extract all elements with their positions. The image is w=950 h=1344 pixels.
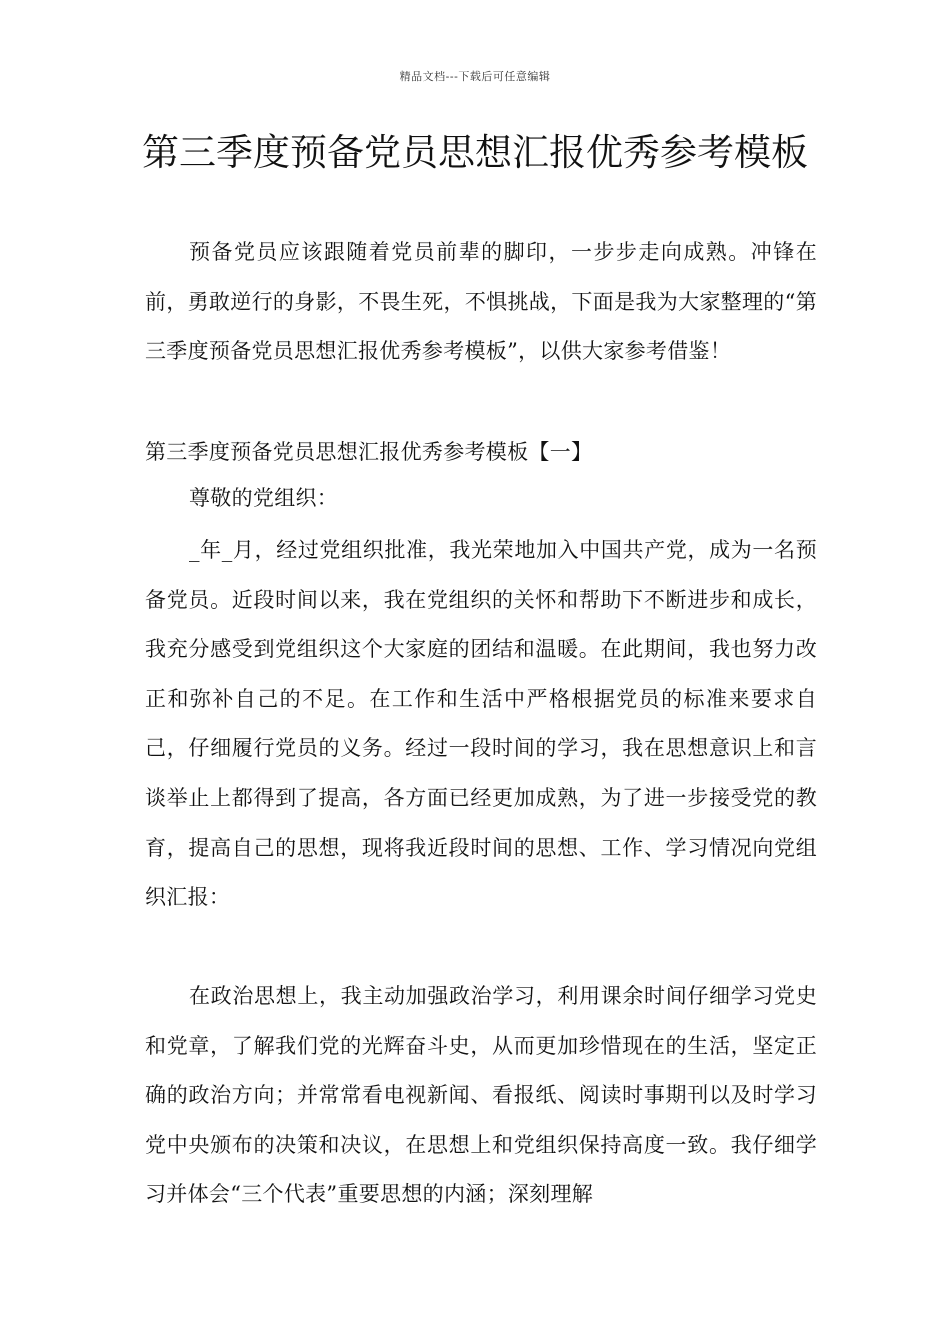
body-paragraph-2: 在政治思想上，我主动加强政治学习，利用课余时间仔细学习党史和党章，了解我们党的光辉奋斗史，从而更加珍惜现在的生活，坚定正确的政治方向；并常常看电视新闻、看报纸、阅读时事期刊以及时学习党中央颁布的决策和决议，在思想上和党组织保持高度一致。我仔细学习并体会“三个代表”重要思想的内涵；深刻理解: [145, 984, 817, 1207]
document-title: 第三季度预备党员思想汇报优秀参考模板: [142, 131, 808, 174]
intro-paragraph: 预备党员应该跟随着党员前辈的脚印，一步步走向成熟。冲锋在前，勇敢逆行的身影，不畏生死，不惧挑战，下面是我为大家整理的“第三季度预备党员思想汇报优秀参考模板”，以供大家参考借鉴！: [145, 240, 817, 364]
salutation: 尊敬的党组织：: [189, 486, 339, 510]
body-paragraph-1: _年_月，经过党组织批准，我光荣地加入中国共产党，成为一名预备党员。近段时间以来，我在党组织的关怀和帮助下不断进步和成长，我充分感受到党组织这个大家庭的团结和温暖。在此期间，我也努力改正和弥补自己的不足。在工作和生活中严格根据党员的标准来要求自己，仔细履行党员的义务。经过一段时间的学习，我在思想意识上和言谈举止上都得到了提高，各方面已经更加成熟，为了进一步接受党的教育，提高自己的思想，现将我近段时间的思想、工作、学习情况向党组织汇报：: [145, 538, 817, 910]
section-heading: 第三季度预备党员思想汇报优秀参考模板【一】: [145, 440, 593, 464]
header-watermark: 精品文档---下载后可任意编辑: [399, 70, 551, 83]
